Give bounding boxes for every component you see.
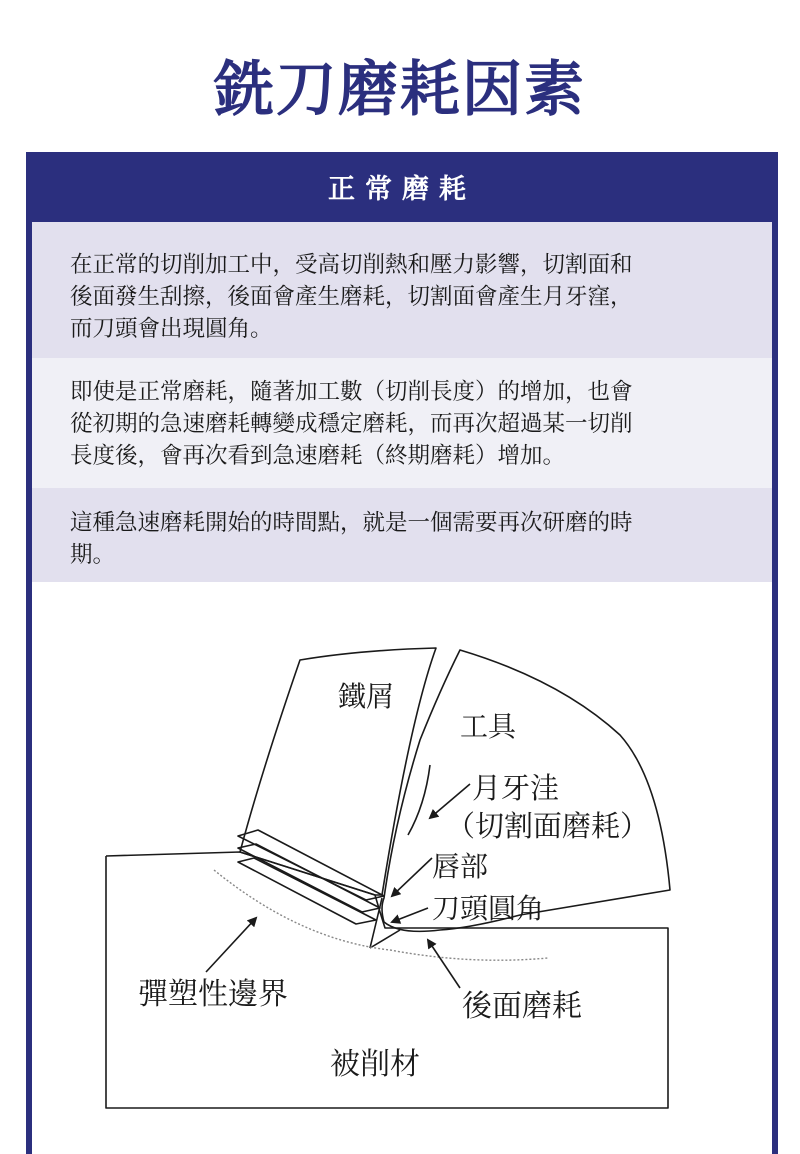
panel-content [32,222,772,1154]
flank-wear-arrow [428,940,460,988]
chip-layer-2 [238,844,380,912]
label-elastic-boundary: 彈塑性邊界 [138,977,288,1012]
lip-arrow [392,858,432,896]
nose-radius-arrow [392,908,428,922]
paragraph-3-line-2: 期。 [70,542,116,568]
paragraph-2-line-2: 從初期的急速磨耗轉變成穩定磨耗，而再次超過某一切削 [70,411,633,437]
chip-layer-3 [238,858,376,924]
label-nose-radius: 刀頭圓角 [432,892,545,925]
paragraph-1-line-2: 後面發生刮擦，後面會產生磨耗，切割面會產生月牙窪， [70,284,633,310]
flank-line-2 [370,930,400,948]
paragraph-1-line-1: 在正常的切削加工中，受高切削熱和壓力影響，切割面和 [70,252,633,278]
label-flank-wear: 後面磨耗 [462,989,582,1024]
crater-curve [408,765,430,835]
section-header: 正常磨耗 [328,174,476,205]
label-workpiece: 被削材 [330,1047,420,1082]
label-lip: 唇部 [432,850,489,883]
wear-diagram [32,582,772,1154]
chip-layer-1 [238,830,384,900]
paragraph-2 [32,358,772,488]
label-chip: 鐵屑 [338,680,395,713]
label-crater-note: （切割面磨耗） [446,809,650,843]
label-crater: 月牙洼 [472,771,560,805]
paragraph-3-line-1: 這種急速磨耗開始的時間點，就是一個需要再次研磨的時 [70,510,633,536]
page-title: 銑刀磨耗因素 [214,55,586,125]
normal-wear-panel [26,152,778,1154]
paragraph-3 [32,488,772,582]
paragraph-2-line-3: 長度後，會再次看到急速磨耗（終期磨耗）增加。 [70,443,566,469]
paragraph-1 [32,222,772,358]
paragraph-1-line-3: 而刀頭會出現圓角。 [70,316,273,342]
paragraph-2-line-1: 即使是正常磨耗，隨著加工數（切削長度）的增加，也會 [70,379,633,405]
label-tool: 工具 [460,710,517,743]
elastic-boundary-arrow [206,918,256,972]
